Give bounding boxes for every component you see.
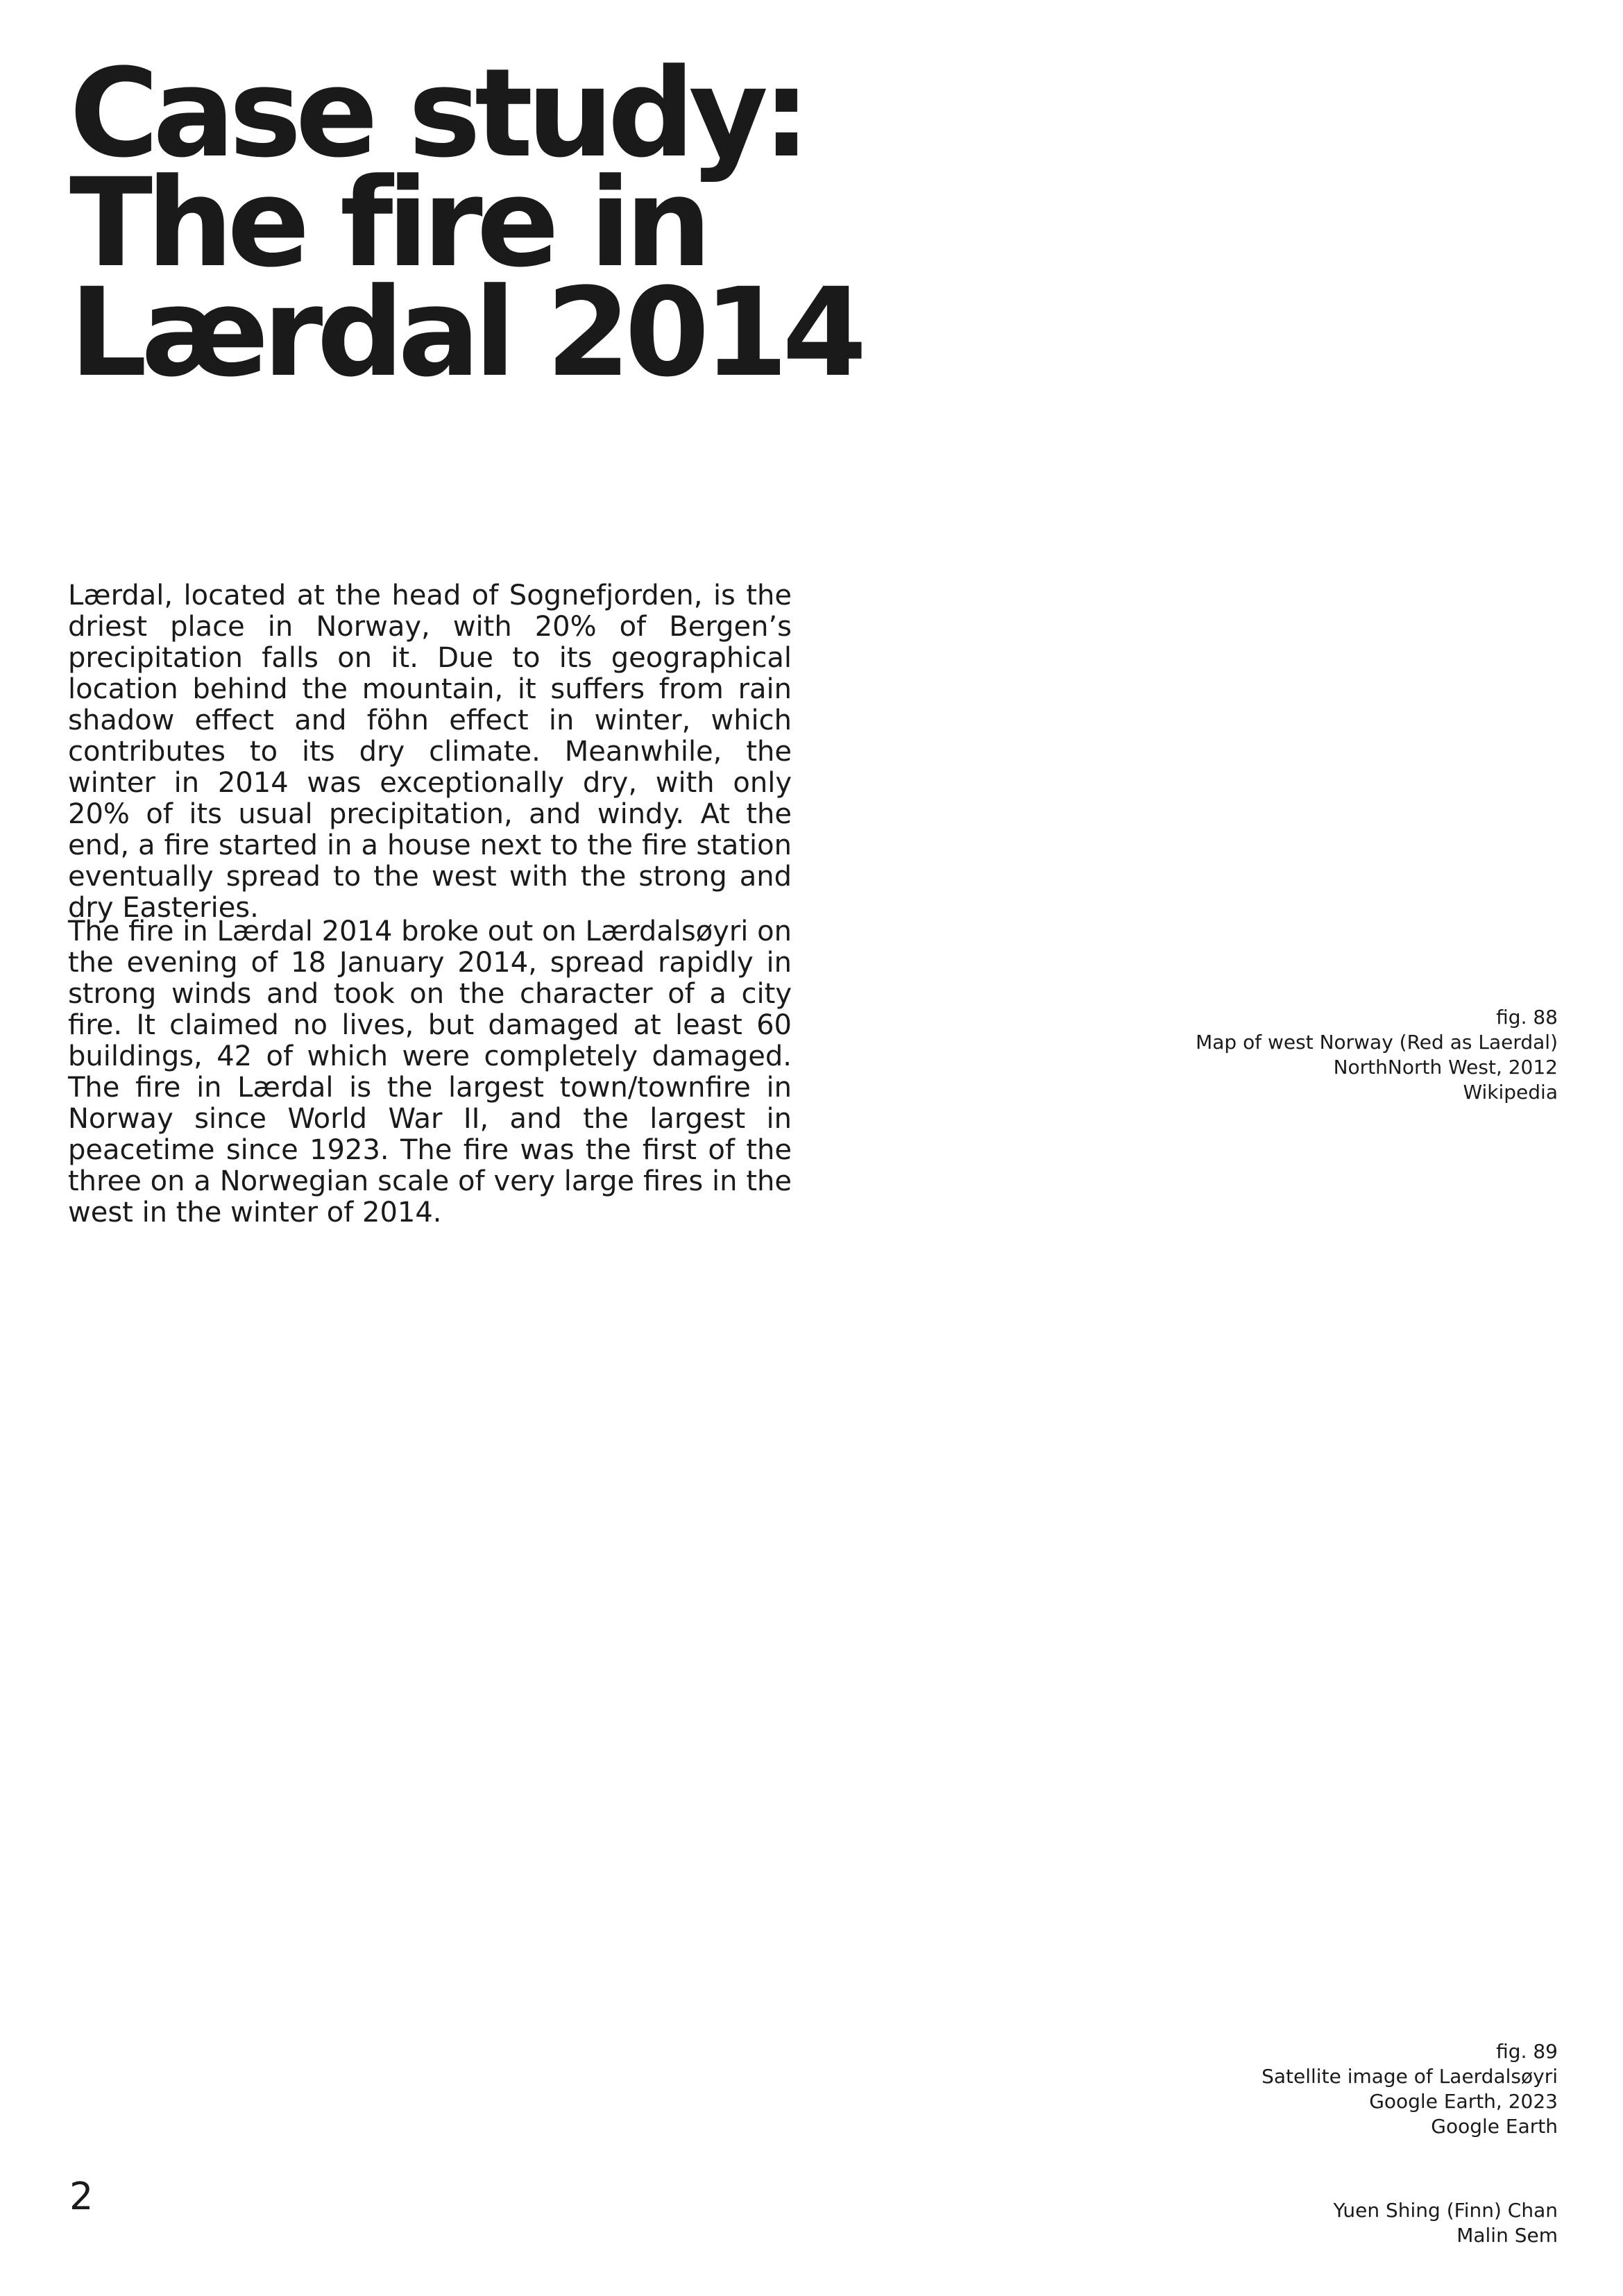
title-line-3: Lærdal 2014 <box>69 262 861 404</box>
page-number: 2 <box>69 2175 94 2218</box>
caption-source: Google Earth <box>1431 2115 1558 2138</box>
title-line-1: Case study: <box>69 42 805 185</box>
author-name: Malin Sem <box>1456 2224 1558 2247</box>
paragraph-fire-history: The fire in Lærdal 2014 broke out on Lærdalsøyri on the evening of 18 January 2014, spread rapidly in strong winds and took on the character of a city fire. It claimed no lives, but damaged at least 60 buildings, 42 of which were completely damaged. The fire in Lærdal is the largest town/townfire in Norway since World War II, and the largest in peacetime since 1923. The fire was the first of the three on a Norwegian scale of very large fires in the west in the winter of 2014. <box>68 915 792 1229</box>
caption-number: fig. 88 <box>1496 1006 1558 1029</box>
figure-caption-89 <box>933 2039 1558 2139</box>
caption-number: fig. 89 <box>1496 2040 1558 2063</box>
title-line-2: The fire in <box>69 152 706 294</box>
paragraph-climate: Lærdal, located at the head of Sognefjorden, is the driest place in Norway, with 20% of Bergen’s precipitation falls on it. Due to its geographical location behind the mountain, it suffers from rain shadow effect and föhn effect in winter, which contributes to its dry climate. Meanwhile, the winter in 2014 was exceptionally dry, with only 20% of its usual precipitation, and windy. At the end, a fire started in a house next to the fire station eventually spread to the west with the strong and dry Easteries. <box>68 580 792 924</box>
caption-description: Satellite image of Laerdalsøyri <box>1261 2065 1558 2088</box>
authors-block <box>933 2198 1558 2248</box>
page-title <box>69 42 902 404</box>
caption-credit: NorthNorth West, 2012 <box>1333 1056 1558 1079</box>
author-name: Yuen Shing (Finn) Chan <box>1333 2199 1558 2222</box>
caption-credit: Google Earth, 2023 <box>1369 2090 1558 2113</box>
caption-source: Wikipedia <box>1463 1081 1558 1104</box>
caption-description: Map of west Norway (Red as Laerdal) <box>1196 1031 1558 1054</box>
figure-caption-88 <box>933 1005 1558 1105</box>
